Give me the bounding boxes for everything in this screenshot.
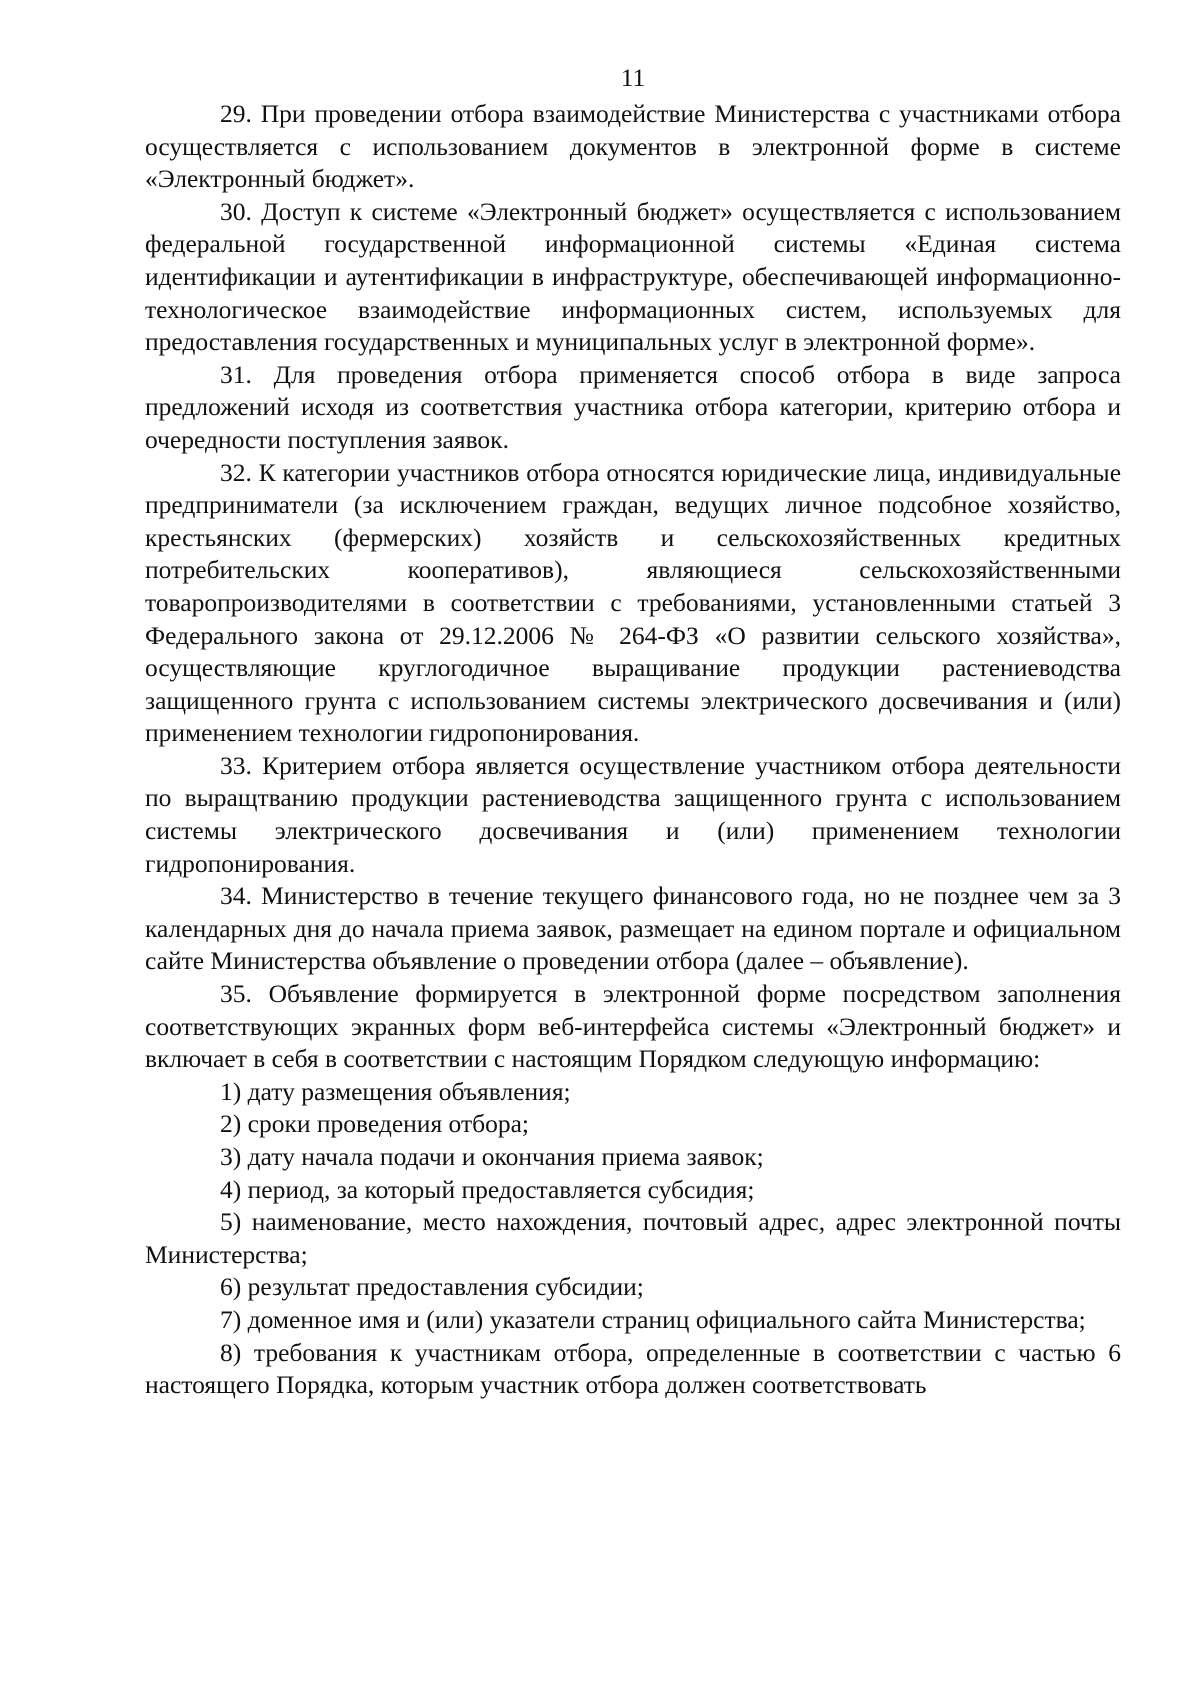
- item-text: доменное имя и (или) указатели страниц официального сайта Министерства;: [247, 1304, 1086, 1334]
- item-text: требования к участникам отбора, определенные в соответствии с частью 6 настоящего Порядка, которым участник отбора должен соответствовать: [145, 1337, 1121, 1400]
- item-text: наименование, место нахождения, почтовый адрес, адрес электронной почты Министерства;: [145, 1207, 1122, 1269]
- list-item-2: [145, 1108, 1121, 1141]
- paragraph-29: [145, 98, 1121, 196]
- item-number: 4): [220, 1174, 242, 1204]
- paragraph-number: 33.: [220, 750, 252, 780]
- list-item-1: [145, 1076, 1121, 1109]
- paragraph-30: [145, 196, 1121, 359]
- item-number: 2): [220, 1109, 242, 1139]
- paragraph-number: 31.: [220, 359, 252, 389]
- paragraph-number: 35.: [220, 979, 252, 1009]
- paragraph-number: 29.: [220, 99, 252, 128]
- list-item-5: [145, 1206, 1121, 1271]
- item-number: 8): [220, 1337, 242, 1367]
- item-text: период, за который предоставляется субсидия;: [247, 1174, 755, 1204]
- item-text: сроки проведения отбора;: [247, 1109, 529, 1139]
- item-text: дату размещения объявления;: [247, 1076, 571, 1106]
- item-number: 6): [220, 1272, 242, 1302]
- paragraph-number: 30.: [220, 196, 252, 226]
- document-page: [145, 62, 1121, 1402]
- item-number: 1): [220, 1076, 242, 1106]
- paragraph-text: Критерием отбора является осуществление участником отбора деятельности по выращтванию продукции растениеводства защищенного грунта с использованием системы электрического досвечивания и (или) применением технологии гидропонирования.: [145, 750, 1122, 878]
- page-number: 11: [620, 63, 646, 92]
- item-text: результат предоставления субсидии;: [247, 1272, 644, 1302]
- item-text: дату начала подачи и окончания приема заявок;: [247, 1142, 764, 1171]
- list-item-6: [145, 1271, 1121, 1304]
- paragraph-text: К категории участников отбора относятся юридические лица, индивидуальные предприниматели (за исключением граждан, ведущих личное подсобное хозяйство, крестьянских (фермерских) хозяйств и сельскохозяйственных кредитных потребительских кооперативов), являющиеся сельскохозяйственными товаропроизводителями в соответствии с требованиями, установленными статьей 3 Федерального закона от 29.12.2006 № 264-ФЗ «О развитии сельского хозяйства», осуществляющие круглогодичное выращивание продукции растениеводства защищенного грунта с использованием системы электрического досвечивания и (или) применением технологии гидропонирования.: [145, 457, 1122, 748]
- paragraph-text: Объявление формируется в электронной форме посредством заполнения соответствующих экранных форм веб-интерфейса системы «Электронный бюджет» и включает в себя в соответствии с настоящим Порядком следующую информацию:: [145, 979, 1121, 1074]
- paragraph-text: При проведении отбора взаимодействие Министерства с участниками отбора осуществляется с использованием документов в электронной форме в системе «Электронный бюджет».: [145, 99, 1121, 194]
- paragraph-text: Для проведения отбора применяется способ отбора в виде запроса предложений исходя из соответствия участника отбора категории, критерию отбора и очередности поступления заявок.: [145, 359, 1122, 454]
- item-number: 7): [220, 1304, 242, 1334]
- paragraph-32: [145, 457, 1121, 750]
- paragraph-text: Министерство в течение текущего финансового года, но не позднее чем за 3 календарных дня до начала приема заявок, размещает на едином портале и официальном сайте Министерства объявление о проведении отбора (далее – объявление).: [145, 881, 1122, 976]
- list-item-4: [145, 1174, 1121, 1207]
- list-item-7: [145, 1304, 1121, 1337]
- list-item-8: [145, 1337, 1121, 1402]
- paragraph-34: [145, 880, 1121, 978]
- paragraph-35: [145, 978, 1121, 1076]
- paragraph-number: 32.: [220, 457, 252, 487]
- paragraph-number: 34.: [220, 881, 252, 911]
- list-item-3: [145, 1141, 1121, 1174]
- paragraph-text: Доступ к системе «Электронный бюджет» осуществляется с использованием федеральной государственной информационной системы «Единая система идентификации и аутентификации в инфраструктуре, обеспечивающей информационно-технологическое взаимодействие информационных систем, используемых для предоставления государственных и муниципальных услуг в электронной форме».: [145, 196, 1121, 357]
- item-number: 3): [220, 1142, 242, 1171]
- item-number: 5): [220, 1207, 242, 1237]
- paragraph-33: [145, 750, 1121, 880]
- paragraph-31: [145, 359, 1121, 457]
